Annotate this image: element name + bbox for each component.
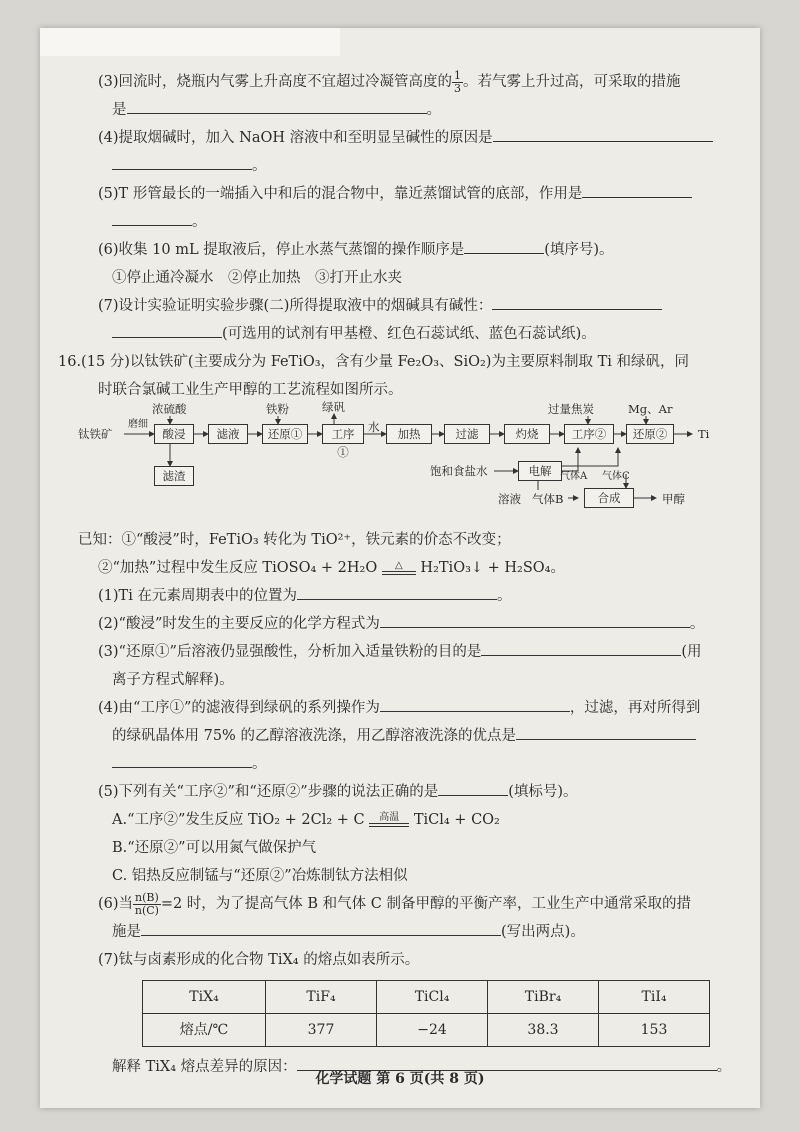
- label-gas-c: 气体C: [602, 471, 630, 482]
- q15-part7: (7)设计实验证明实验步骤(二)所得提取液中的烟碱具有碱性：: [78, 292, 738, 320]
- q16-part7: (7)钛与卤素形成的化合物 TiX₄ 的熔点如表所示。: [98, 952, 420, 968]
- answer-blank[interactable]: [516, 723, 696, 740]
- answer-blank[interactable]: [112, 321, 222, 338]
- label-coke: 过量焦炭: [548, 402, 594, 416]
- box-filtrate: 滤液: [208, 424, 248, 444]
- label-mg-ar: Mg、Ar: [628, 402, 673, 416]
- answer-blank[interactable]: [380, 695, 570, 712]
- label-methanol: 甲醇: [662, 492, 685, 506]
- reaction-arrow: △: [382, 561, 416, 575]
- answer-blank[interactable]: [582, 181, 692, 198]
- q16-part3-cont: 离子方程式解释)。: [112, 672, 234, 688]
- q16-known-1: 已知：①“酸浸”时，FeTiO₃ 转化为 TiO²⁺，铁元素的价态不改变；: [78, 532, 511, 548]
- label-iron: 铁粉: [266, 402, 289, 416]
- label-brine: 饱和食盐水: [430, 464, 488, 478]
- answer-blank[interactable]: [380, 611, 690, 628]
- table-cell: 熔点/℃: [143, 1014, 266, 1047]
- q16-part5-option-c: C. 铝热反应制锰与“还原②”冶炼制钛方法相似: [112, 868, 408, 884]
- fraction-one-third: $\frac{1}{3}$: [454, 68, 462, 95]
- q15-part5-answer: 。: [78, 208, 738, 236]
- label-water: 水: [368, 420, 380, 434]
- q15-part6-options: ①停止通冷凝水 ②停止加热 ③打开止水夹: [112, 270, 402, 286]
- label-gas-a: 气体A: [560, 471, 588, 482]
- table-header-row: [143, 981, 710, 1014]
- label-green-vitriol: 绿矾: [322, 400, 345, 414]
- box-filter-residue: 滤渣: [154, 466, 194, 486]
- exam-page: [40, 28, 760, 1108]
- q15-part5: (5)T 形管最长的一端插入中和后的混合物中，靠近蒸馏试管的底部，作用是: [78, 180, 738, 208]
- page-footer: 化学试题 第 6 页(共 8 页): [315, 1071, 485, 1087]
- fraction-nb-nc: $\frac{n(B)}{n(C)}$: [134, 890, 159, 917]
- q15-part4: (4)提取烟碱时，加入 NaOH 溶液中和至明显呈碱性的原因是: [78, 124, 738, 152]
- q15-part4-answer: 。: [78, 152, 738, 180]
- table-cell: −24: [377, 1014, 488, 1047]
- answer-blank[interactable]: [112, 751, 252, 768]
- box-proc1: 工序①: [322, 424, 364, 444]
- box-reduce2: 还原②: [626, 424, 674, 444]
- box-reduce1: 还原①: [262, 424, 308, 444]
- q16-part5: (5)下列有关“工序②”和“还原②”步骤的说法正确的是 (填标号)。: [78, 778, 738, 806]
- label-ti: Ti: [698, 427, 710, 441]
- q16-part4-answer: 。: [78, 750, 738, 778]
- answer-blank[interactable]: [112, 209, 192, 226]
- q16-part3: (3)“还原①”后溶液仍显强酸性，分析加入适量铁粉的目的是 (用: [78, 638, 738, 666]
- q16-part4: (4)由“工序①”的滤液得到绿矾的系列操作为 ，过滤，再对所得到: [78, 694, 738, 722]
- q15-part3: (3)回流时，烧瓶内气雾上升高度不宜超过冷凝管高度的 $\frac{1}{3}$ 。若气雾上升过高，可采取的措施: [98, 68, 681, 95]
- label-gas-b: 气体B: [532, 492, 564, 506]
- table-cell: TiCl₄: [377, 981, 488, 1014]
- process-flowchart: [78, 400, 738, 520]
- box-proc2: 工序②: [564, 424, 614, 444]
- table-cell: TiI₄: [599, 981, 710, 1014]
- page-text: [58, 68, 738, 1081]
- table-cell: 38.3: [488, 1014, 599, 1047]
- box-filter: 过滤: [444, 424, 490, 444]
- q15-part6: (6)收集 10 mL 提取液后，停止水蒸气蒸馏的操作顺序是 (填序号)。: [78, 236, 738, 264]
- q15-part3-answer: 是 。: [78, 96, 738, 124]
- q16-part2: (2)“酸浸”时发生的主要反应的化学方程式为 。: [78, 610, 738, 638]
- box-heat: 加热: [386, 424, 432, 444]
- answer-blank[interactable]: [141, 919, 501, 936]
- label-solution: 溶液: [498, 492, 521, 506]
- label-grind: 磨细: [128, 419, 148, 430]
- q16-part7-answer: 解释 TiX₄ 熔点差异的原因： 。: [78, 1053, 738, 1081]
- answer-blank[interactable]: [492, 293, 662, 310]
- q16-part5-option-a: A.“工序②”发生反应 TiO₂ + 2Cl₂ + C 高温 TiCl₄ + CO₂: [112, 812, 500, 828]
- q16-part6: (6)当 $\frac{n(B)}{n(C)}$ =2 时，为了提高气体 B 和气体 C 制备甲醇的平衡产率，工业生产中通常采取的措: [98, 890, 691, 917]
- table-cell: TiX₄: [143, 981, 266, 1014]
- box-calcine: 灼烧: [504, 424, 550, 444]
- answer-blank[interactable]: [297, 583, 497, 600]
- q16-known-2: ②“加热”过程中发生反应 TiOSO₄ + 2H₂O △ H₂TiO₃↓ + H₂SO₄。: [98, 560, 565, 576]
- q16-heading-2: 时联合氯碱工业生产甲醇的工艺流程如图所示。: [98, 382, 403, 398]
- table-cell: TiF₄: [266, 981, 377, 1014]
- table-cell: TiBr₄: [488, 981, 599, 1014]
- table-row: [143, 1014, 710, 1047]
- answer-blank[interactable]: [127, 97, 427, 114]
- table-cell: 153: [599, 1014, 710, 1047]
- answer-blank[interactable]: [493, 125, 713, 142]
- answer-blank[interactable]: [112, 153, 252, 170]
- table-cell: 377: [266, 1014, 377, 1047]
- label-acid: 浓硫酸: [152, 402, 187, 416]
- box-electrolysis: 电解: [518, 461, 562, 481]
- reaction-arrow: 高温: [369, 813, 409, 827]
- paper-corner: [40, 28, 340, 56]
- q16-part6-answer: 施是 (写出两点)。: [78, 918, 738, 946]
- label-ore: 钛铁矿: [78, 427, 113, 441]
- answer-blank[interactable]: [438, 779, 508, 796]
- box-synth: 合成: [584, 488, 634, 508]
- q16-part4-cont: 的绿矾晶体用 75% 的乙醇溶液洗涤，用乙醇溶液洗涤的优点是: [78, 722, 738, 750]
- q16-heading: 16.(15 分)以钛铁矿(主要成分为 FeTiO₃，含有少量 Fe₂O₃、SiO₂)为主要原料制取 Ti 和绿矾，同: [58, 354, 689, 370]
- answer-blank[interactable]: [464, 237, 544, 254]
- q16-part1: (1)Ti 在元素周期表中的位置为 。: [78, 582, 738, 610]
- answer-blank[interactable]: [481, 639, 681, 656]
- box-acid-leach: 酸浸: [154, 424, 194, 444]
- melting-point-table: [142, 980, 710, 1047]
- q15-part7-answer: (可选用的试剂有甲基橙、红色石蕊试纸、蓝色石蕊试纸)。: [78, 320, 738, 348]
- q16-part5-option-b: B.“还原②”可以用氮气做保护气: [112, 840, 317, 856]
